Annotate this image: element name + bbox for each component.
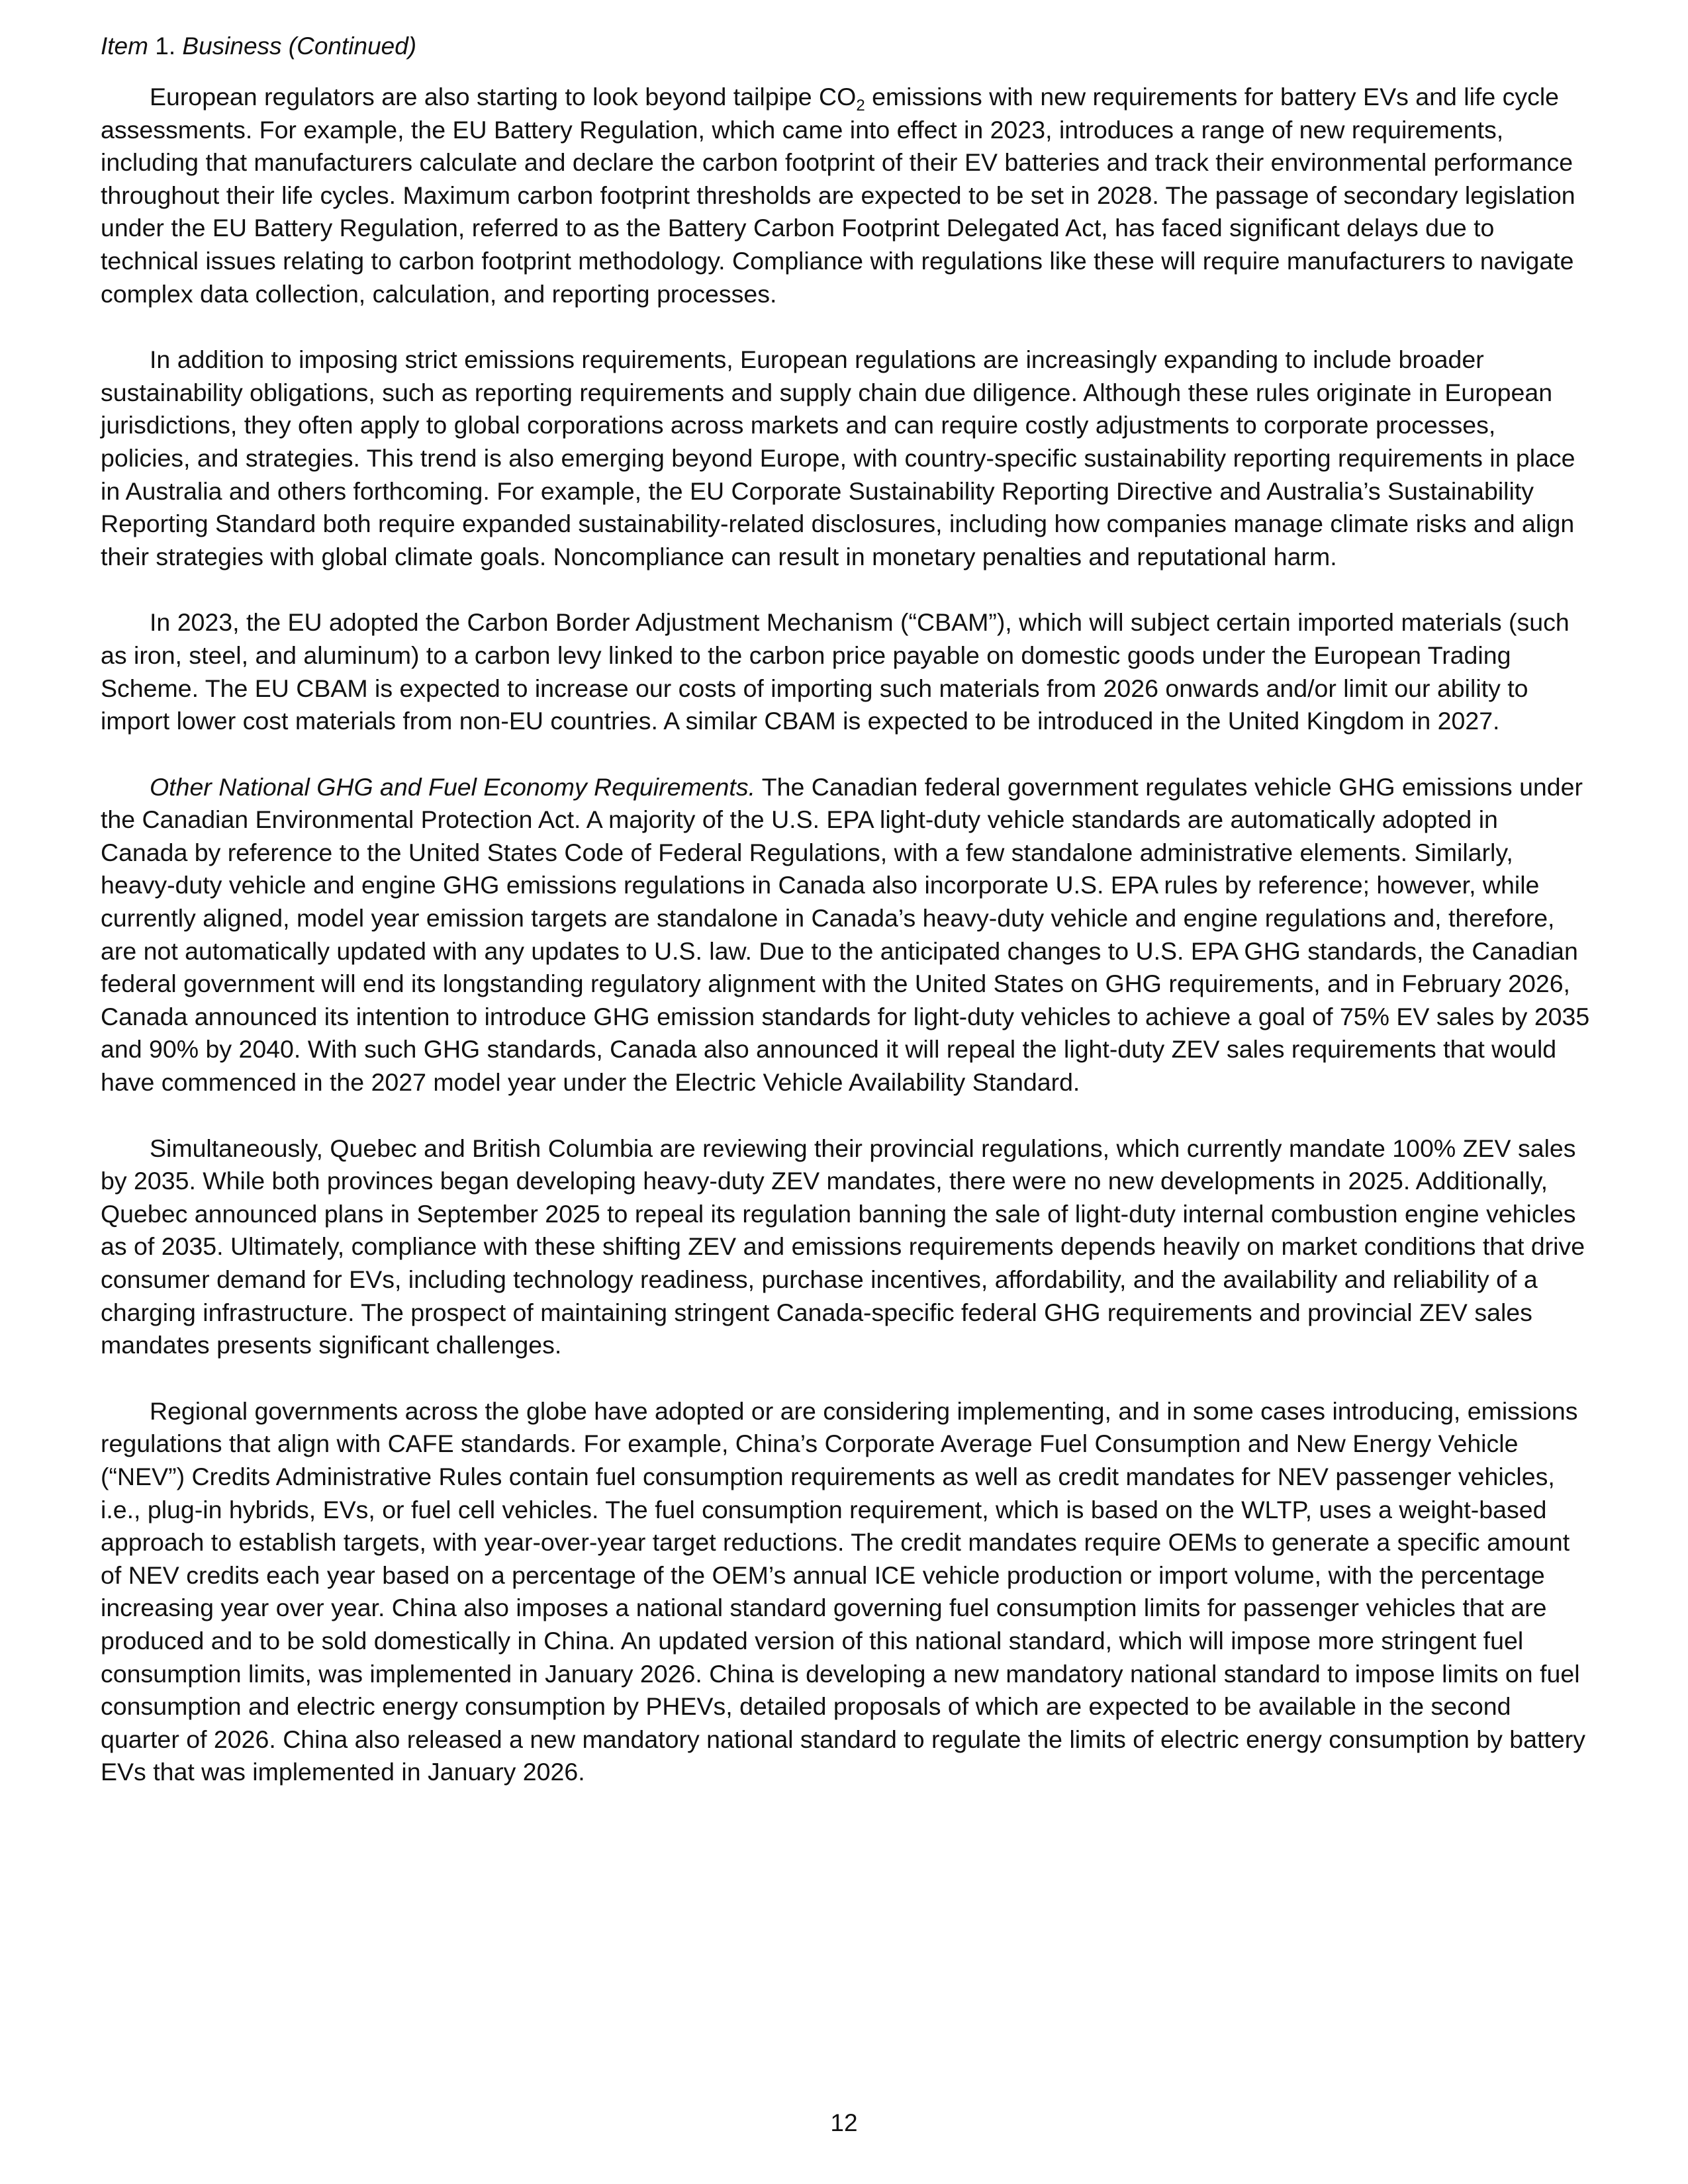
paragraph-cbam: In 2023, the EU adopted the Carbon Border Adjustment Mechanism (“CBAM”), which will subject certain imported materials (such as iron, steel, and aluminum) to a carbon levy linked to the carbon price payable on domestic goods under the European Trading Scheme. The EU CBAM is expected to increase our costs of importing such materials from 2026 onwards and/or limit our ability to import lower cost materials from non-EU countries. A similar CBAM is expected to be introduced in the United Kingdom in 2027. xyxy=(101,608,1570,735)
paragraph-other-national-ghg xyxy=(101,771,1590,1099)
paragraph-sustainability-obligations: In addition to imposing strict emissions requirements, European regulations are increasingly expanding to include broader sustainability obligations, such as reporting requirements and supply chain due diligence. Although these rules originate in European jurisdictions, they often apply to global corporations across markets and can require costly adjustments to corporate processes, policies, and strategies. This trend is also emerging beyond Europe, with country-specific sustainability reporting requirements in place in Australia and others forthcoming. For example, the EU Corporate Sustainability Reporting Directive and Australia’s Sustainability Reporting Standard both require expanded sustainability-related disclosures, including how companies manage climate risks and align their strategies with global climate goals. Noncompliance can result in monetary penalties and reputational harm. xyxy=(101,345,1575,570)
item-number: 1. xyxy=(148,32,176,60)
section-header xyxy=(101,30,1590,62)
paragraph-battery-regulation xyxy=(101,81,1590,310)
co2-subscript: 2 xyxy=(856,97,865,114)
paragraph-text: The Canadian federal government regulates vehicle GHG emissions under the Canadian Environmental Protection Act. A majority of the U.S. EPA light-duty vehicle standards are automatically adopted in Canada by reference to the United States Code of Federal Regulations, with a few standalone administrative elements. Similarly, heavy-duty vehicle and engine GHG emissions regulations in Canada also incorporate U.S. EPA rules by reference; however, while currently aligned, model year emission targets are standalone in Canada’s heavy-duty vehicle and engine regulations and, therefore, are not automatically updated with any updates to U.S. law. Due to the anticipated changes to U.S. EPA GHG standards, the Canadian federal government will end its longstanding regulatory alignment with the United States on GHG requirements, and in February 2026, Canada announced its intention to introduce GHG emission standards for light-duty vehicles to achieve a goal of 75% EV sales by 2035 and 90% by 2040. With such GHG standards, Canada also announced it will repeal the light-duty ZEV sales requirements that would have commenced in the 2027 model year under the Electric Vehicle Availability Standard. xyxy=(101,772,1590,1097)
paragraph-quebec-british-columbia: Simultaneously, Quebec and British Columbia are reviewing their provincial regulations, which currently mandate 100% ZEV sales by 2035. While both provinces began developing heavy-duty ZEV mandates, there were no new developments in 2025. Additionally, Quebec announced plans in September 2025 to repeal its regulation banning the sale of light-duty internal combustion engine vehicles as of 2035. Ultimately, compliance with these shifting ZEV and emissions requirements depends heavily on market conditions that drive consumer demand for EVs, including technology readiness, purchase incentives, affordability, and the availability and reliability of a charging infrastructure. The prospect of maintaining stringent Canada-specific federal GHG requirements and provincial ZEV sales mandates presents significant challenges. xyxy=(101,1134,1585,1359)
document-page xyxy=(101,30,1590,1822)
paragraph-lead-in: Other National GHG and Fuel Economy Requirements. xyxy=(150,772,755,801)
paragraph-text: European regulators are also starting to look beyond tailpipe CO xyxy=(150,83,857,111)
item-title: Business (Continued) xyxy=(175,32,417,60)
item-label: Item xyxy=(101,32,148,60)
paragraph-regional-governments: Regional governments across the globe have adopted or are considering implementing, and in some cases introducing, emissions regulations that align with CAFE standards. For example, China’s Corporate Average Fuel Consumption and New Energy Vehicle (“NEV”) Credits Administrative Rules contain fuel consumption requirements as well as credit mandates for NEV passenger vehicles, i.e., plug-in hybrids, EVs, or fuel cell vehicles. The fuel consumption requirement, which is based on the WLTP, uses a weight-based approach to establish targets, with year-over-year target reductions. The credit mandates require OEMs to generate a specific amount of NEV credits each year based on a percentage of the OEM’s annual ICE vehicle production or import volume, with the percentage increasing year over year. China also imposes a national standard governing fuel consumption limits for passenger vehicles that are produced and to be sold domestically in China. An updated version of this national standard, which will impose more stringent fuel consumption limits, was implemented in January 2026. China is developing a new mandatory national standard to impose limits on fuel consumption and electric energy consumption by PHEVs, detailed proposals of which are expected to be available in the second quarter of 2026. China also released a new mandatory national standard to regulate the limits of electric energy consumption by battery EVs that was implemented in January 2026. xyxy=(101,1396,1585,1786)
paragraph-text: emissions with new requirements for battery EVs and life cycle assessments. For example, the EU Battery Regulation, which came into effect in 2023, introduces a range of new requirements, including that manufacturers calculate and declare the carbon footprint of their EV batteries and track their environmental performance throughout their life cycles. Maximum carbon footprint thresholds are expected to be set in 2028. The passage of secondary legislation under the EU Battery Regulation, referred to as the Battery Carbon Footprint Delegated Act, has faced significant delays due to technical issues relating to carbon footprint methodology. Compliance with regulations like these will require manufacturers to navigate complex data collection, calculation, and reporting processes. xyxy=(101,83,1575,308)
page-number: 12 xyxy=(830,2109,858,2136)
